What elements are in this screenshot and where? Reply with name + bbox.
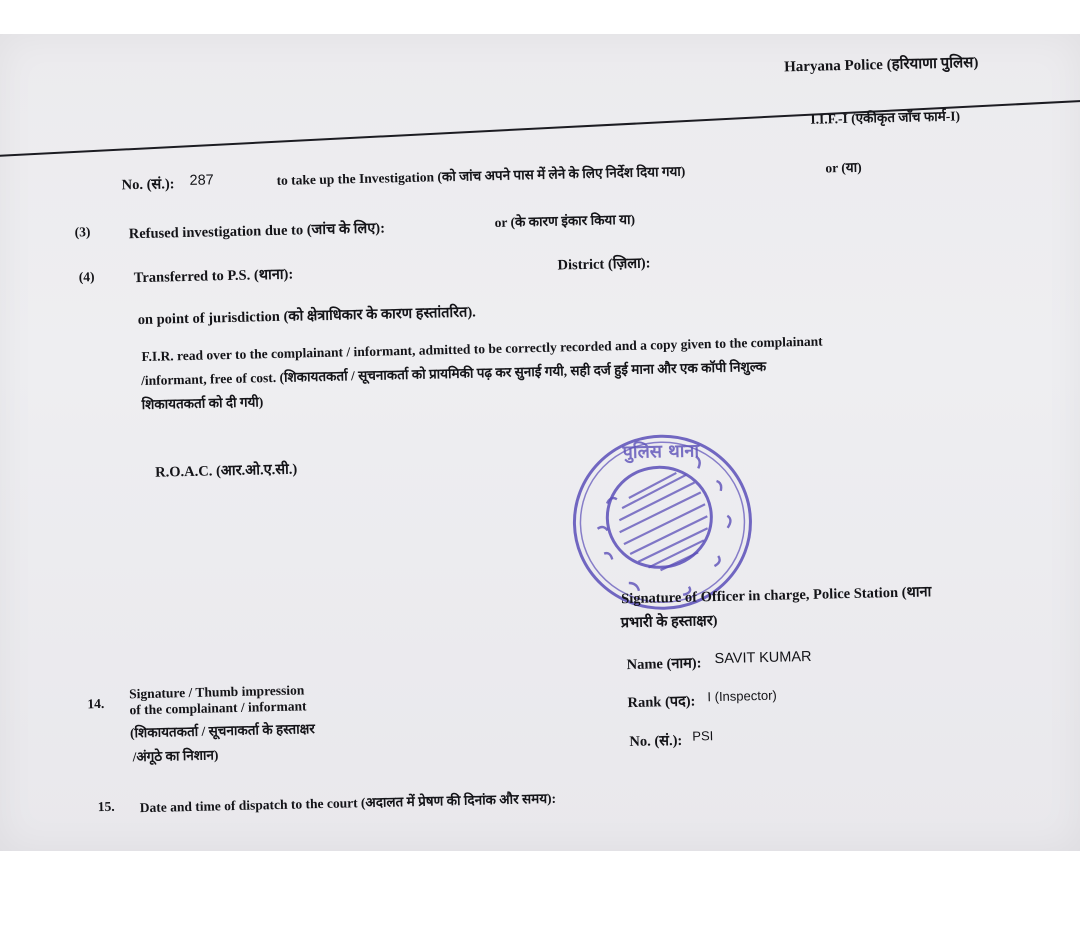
header-org: Haryana Police (हरियाणा पुलिस) — [783, 54, 979, 76]
item4-number: (4) — [78, 269, 95, 285]
officer-rank-label: Rank (पद): — [627, 693, 696, 712]
fir-note-line1: F.I.R. read over to the complainant / informant, admitted to be correctly recorded and a copy given to the complainant — [141, 333, 823, 365]
item3-or-text: or (के कारण इंकार किया या) — [494, 211, 636, 230]
fir-note-line2: /informant, free of cost. (शिकायतकर्ता / सूचनाकर्ता को प्रायमिकी पढ़ कर सुनाई गयी, सही दर्ज हुई माना और एक कॉपी निशुल्क — [140, 358, 767, 389]
item14-line2: of the complainant / informant — [129, 698, 307, 718]
item15-number: 15. — [97, 798, 115, 815]
item14-line1: Signature / Thumb impression — [129, 682, 305, 702]
officer-signature-label-1: Signature of Officer in charge, Police Station (थाना — [620, 584, 932, 608]
investigation-no-label: No. (सं.): — [121, 176, 175, 194]
investigation-no-value: 287 — [189, 172, 214, 189]
take-up-or-text: or (या) — [825, 159, 862, 176]
roac-label: R.O.A.C. (आर.ओ.ए.सी.) — [155, 461, 298, 481]
officer-no-label: No. (सं.): — [629, 732, 683, 751]
officer-rank-value: I (Inspector) — [707, 687, 777, 705]
item4-label: Transferred to P.S. (थाना): — [133, 266, 294, 287]
item14-line4: /अंगूठे का निशान) — [132, 747, 219, 765]
officer-signature-label-2: प्रभारी के हस्ताक्षर) — [620, 613, 718, 632]
item3-label: Refused investigation due to (जांच के लिए): — [128, 220, 386, 243]
take-up-investigation-text: to take up the Investigation (को जांच अपने पास में लेने के लिए निर्देश दिया गया) — [276, 163, 686, 188]
item14-line3: (शिकायतकर्ता / सूचनाकर्ता के हस्ताक्षर — [129, 721, 316, 741]
item15-label: Date and time of dispatch to the court (अदालत में प्रेषण की दिनांक और समय): — [139, 790, 557, 816]
officer-name-label: Name (नाम): — [626, 655, 702, 674]
seal-text: पुलिस थाना — [622, 440, 700, 464]
item4-jurisdiction: on point of jurisdiction (को क्षेत्राधिकार के कारण हस्तांतरित). — [137, 304, 476, 329]
form-code: I.I.F.-I (एकीकृत जाँच फार्म-I) — [810, 108, 961, 127]
officer-no-value: PSI — [692, 728, 714, 744]
item14-number: 14. — [87, 695, 105, 712]
item3-number: (3) — [74, 224, 91, 240]
item4-district-label: District (ज़िला): — [557, 255, 651, 274]
officer-name-value: SAVIT KUMAR — [714, 648, 812, 668]
fir-note-line3: शिकायतकर्ता को दी गयी) — [141, 394, 264, 413]
